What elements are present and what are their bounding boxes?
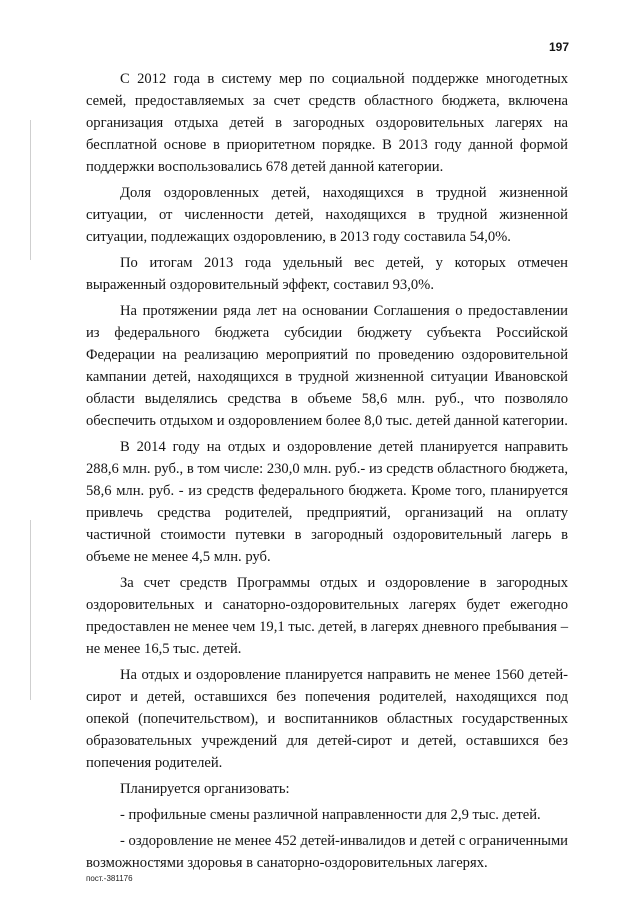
paragraph-large-families: С 2012 года в систему мер по социальной поддержке многодетных семей, предоставляемых за счет средств областного бюджета, включена организация отдыха детей в загородных оздоровительных лагерях на бесплатной основе в приоритетном порядке. В 2013 году данной формой поддержки воспользовались 678 детей данной категории. [86,71,568,175]
paragraph-orphans: На отдых и оздоровление планируется направить не менее 1560 детей-сирот и детей, оставшихся без попечения родителей, находящихся под опекой (попечительством), и воспитанников областных государственных образовательных учреждений для детей-сирот и детей, оставшихся без попечения родителей. [86,667,568,771]
paragraph-planned-intro: Планируется организовать: [120,781,290,797]
paragraph-program-coverage: За счет средств Программы отдых и оздоровление в загородных оздоровительных и санаторно-оздоровительных лагерях будет ежегодно предоставлен не менее чем 19,1 тыс. детей, в лагерях дневного пребывания – не менее 16,5 тыс. детей. [86,575,568,657]
footer-code: пост.-381176 [86,874,133,883]
list-item-disabled-children: - оздоровление не менее 452 детей-инвалидов и детей с ограниченными возможностями здоровья в санаторно-оздоровительных лагерях. [86,833,568,871]
paragraph-federal-subsidy: На протяжении ряда лет на основании Соглашения о предоставлении из федерального бюджета субсидии бюджету субъекта Российской Федерации на реализацию мероприятий по проведению оздоровительной кампании детей, находящихся в трудной жизненной ситуации Ивановской области выделялись средства в объеме 58,6 млн. руб., что позволяло обеспечить отдыхом и оздоровлением более 8,0 тыс. детей данной категории. [86,303,568,429]
paragraph-2014-funding: В 2014 году на отдых и оздоровление детей планируется направить 288,6 млн. руб., в том числе: 230,0 млн. руб.- из средств областного бюджета, 58,6 млн. руб. - из средств федерального бюджета. Кроме того, планируется привлечь средства родителей, предприятий, организаций на оплату частичной стоимости путевки в загородный оздоровительный лагерь в объеме не менее 4,5 млн. руб. [86,439,568,565]
page-number: 197 [548,40,569,54]
paragraph-share-healthy-children: Доля оздоровленных детей, находящихся в трудной жизненной ситуации, от численности детей, находящихся в трудной жизненной ситуации, подлежащих оздоровлению, в 2013 году составила 54,0%. [86,185,568,245]
scan-edge-mark [30,520,31,700]
paragraph-health-effect: По итогам 2013 года удельный вес детей, у которых отмечен выраженный оздоровительный эффект, составил 93,0%. [86,255,568,293]
list-item-profile-shifts: - профильные смены различной направленности для 2,9 тыс. детей. [120,807,541,823]
body-text [86,68,568,878]
scan-edge-mark [30,120,31,260]
